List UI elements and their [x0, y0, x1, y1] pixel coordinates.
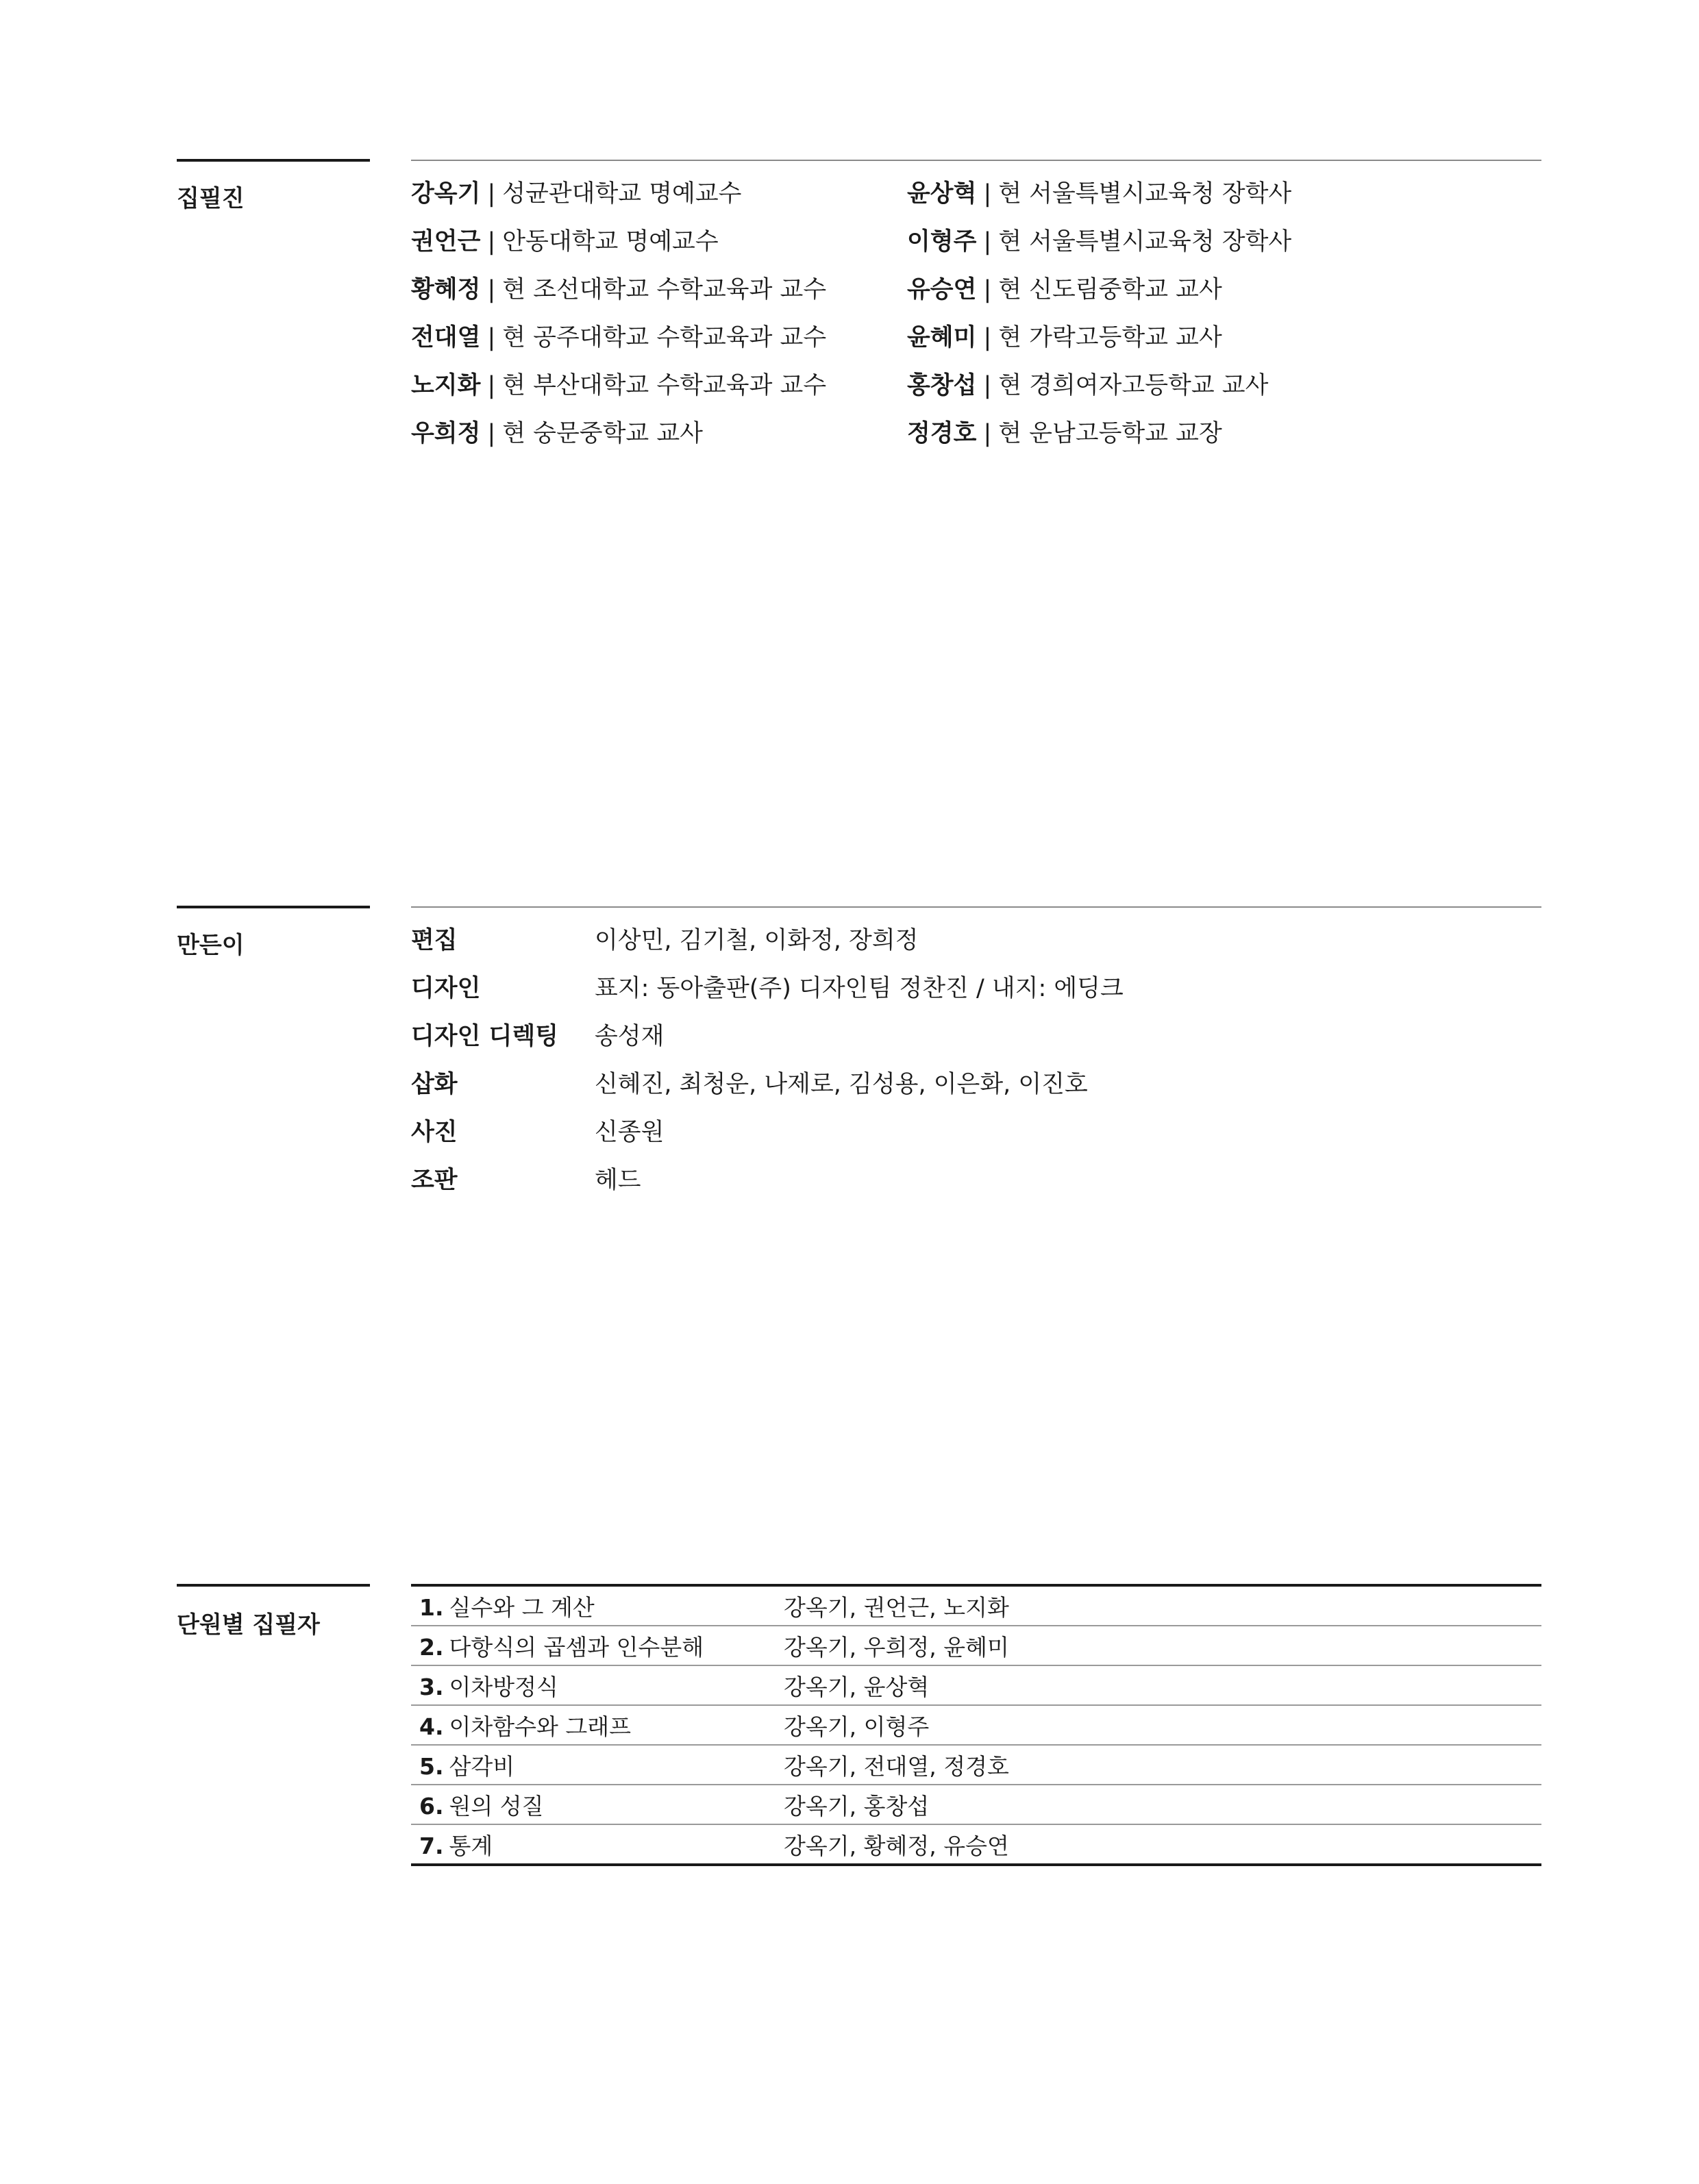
authors-label-rule [177, 159, 370, 162]
author-entry [411, 323, 826, 352]
credit-names: 송성재 [595, 1023, 665, 1050]
credit-names: 신혜진, 최청운, 나제로, 김성용, 이은화, 이진호 [595, 1071, 1088, 1098]
unit-number: 3. [419, 1673, 444, 1700]
credit-role: 삽화 [411, 1071, 458, 1098]
credit-names: 표지: 동아출판(주) 디자인팀 정찬진 / 내지: 에딩크 [595, 975, 1124, 1002]
author-entry [411, 179, 741, 208]
table-row [411, 1785, 1541, 1824]
unit-cell [411, 1705, 776, 1745]
unit-cell [411, 1745, 776, 1785]
unit-cell [411, 1626, 776, 1665]
author-separator: | [983, 180, 992, 208]
author-affiliation: 안동대학교 명예교수 [502, 228, 719, 256]
author-entry [907, 275, 1222, 304]
unit-title: 원의 성질 [449, 1792, 544, 1820]
author-entry [411, 371, 826, 400]
author-affiliation: 현 경희여자고등학교 교사 [998, 372, 1269, 399]
credit-role: 사진 [411, 1119, 458, 1146]
unit-title: 이차방정식 [449, 1673, 558, 1700]
author-entry [907, 371, 1268, 400]
author-entry [907, 323, 1222, 352]
table-row [411, 1626, 1541, 1665]
unit-cell [411, 1585, 776, 1626]
credit-names: 이상민, 김기철, 이화정, 장희정 [595, 927, 919, 954]
credit-names: 신종원 [595, 1119, 665, 1146]
author-affiliation: 현 숭문중학교 교사 [502, 420, 703, 447]
author-separator: | [487, 276, 496, 303]
unit-title: 통계 [449, 1832, 493, 1859]
table-row [411, 1585, 1541, 1626]
unit-writers: 강옥기, 우희정, 윤혜미 [776, 1626, 1541, 1665]
author-entry [907, 419, 1222, 448]
author-separator: | [983, 276, 992, 303]
credit-role: 디자인 [411, 975, 481, 1002]
author-affiliation: 현 부산대학교 수학교육과 교수 [502, 372, 827, 399]
credits-content-rule [411, 906, 1541, 908]
author-affiliation: 현 운남고등학교 교장 [998, 420, 1222, 447]
author-separator: | [487, 228, 496, 256]
unit-cell [411, 1785, 776, 1824]
units-table [411, 1584, 1541, 1866]
table-row [411, 1745, 1541, 1785]
author-entry [907, 227, 1291, 256]
units-label-rule [177, 1584, 370, 1587]
author-separator: | [983, 372, 992, 399]
authors-content-rule [411, 160, 1541, 161]
author-affiliation: 현 조선대학교 수학교육과 교수 [502, 276, 827, 303]
unit-writers: 강옥기, 권언근, 노지화 [776, 1585, 1541, 1626]
author-name: 윤혜미 [907, 324, 977, 351]
author-name: 홍창섭 [907, 372, 977, 399]
table-row [411, 1665, 1541, 1705]
unit-title: 이차함수와 그래프 [449, 1713, 632, 1740]
author-separator: | [487, 372, 496, 399]
author-separator: | [983, 324, 992, 351]
unit-number: 2. [419, 1633, 444, 1661]
author-affiliation: 현 신도림중학교 교사 [998, 276, 1222, 303]
author-separator: | [983, 228, 992, 256]
author-separator: | [487, 180, 496, 208]
author-entry [907, 179, 1291, 208]
author-name: 이형주 [907, 228, 977, 256]
authors-label: 집필진 [177, 185, 245, 212]
unit-number: 1. [419, 1593, 444, 1621]
unit-writers: 강옥기, 황혜정, 유승연 [776, 1824, 1541, 1865]
unit-title: 실수와 그 계산 [449, 1593, 595, 1621]
author-affiliation: 현 공주대학교 수학교육과 교수 [502, 324, 827, 351]
author-separator: | [487, 324, 496, 351]
unit-number: 4. [419, 1713, 444, 1740]
credit-names: 헤드 [595, 1167, 641, 1194]
author-name: 노지화 [411, 372, 481, 399]
author-separator: | [983, 420, 992, 447]
unit-writers: 강옥기, 전대열, 정경호 [776, 1745, 1541, 1785]
credit-role: 편집 [411, 927, 458, 954]
author-name: 황혜정 [411, 276, 481, 303]
unit-writers: 강옥기, 윤상혁 [776, 1665, 1541, 1705]
author-entry [411, 419, 703, 448]
author-name: 권언근 [411, 228, 481, 256]
author-name: 우희정 [411, 420, 481, 447]
author-entry [411, 275, 826, 304]
units-label: 단원별 집필자 [177, 1611, 320, 1639]
unit-cell [411, 1824, 776, 1865]
unit-cell [411, 1665, 776, 1705]
table-row [411, 1705, 1541, 1745]
author-name: 유승연 [907, 276, 977, 303]
author-affiliation: 현 서울특별시교육청 장학사 [998, 228, 1292, 256]
author-name: 윤상혁 [907, 180, 977, 208]
author-name: 전대열 [411, 324, 481, 351]
credits-label-rule [177, 906, 370, 908]
author-name: 강옥기 [411, 180, 481, 208]
credit-role: 디자인 디렉팅 [411, 1023, 559, 1050]
author-entry [411, 227, 719, 256]
author-affiliation: 현 가락고등학교 교사 [998, 324, 1222, 351]
author-name: 정경호 [907, 420, 977, 447]
unit-number: 5. [419, 1752, 444, 1780]
unit-title: 다항식의 곱셈과 인수분해 [449, 1633, 704, 1661]
unit-title: 삼각비 [449, 1752, 515, 1780]
author-affiliation: 현 서울특별시교육청 장학사 [998, 180, 1292, 208]
table-row [411, 1824, 1541, 1865]
author-affiliation: 성균관대학교 명예교수 [502, 180, 742, 208]
unit-writers: 강옥기, 이형주 [776, 1705, 1541, 1745]
credit-role: 조판 [411, 1167, 458, 1194]
author-separator: | [487, 420, 496, 447]
unit-number: 6. [419, 1792, 444, 1820]
unit-writers: 강옥기, 홍창섭 [776, 1785, 1541, 1824]
unit-number: 7. [419, 1832, 444, 1859]
credits-label: 만든이 [177, 932, 245, 959]
